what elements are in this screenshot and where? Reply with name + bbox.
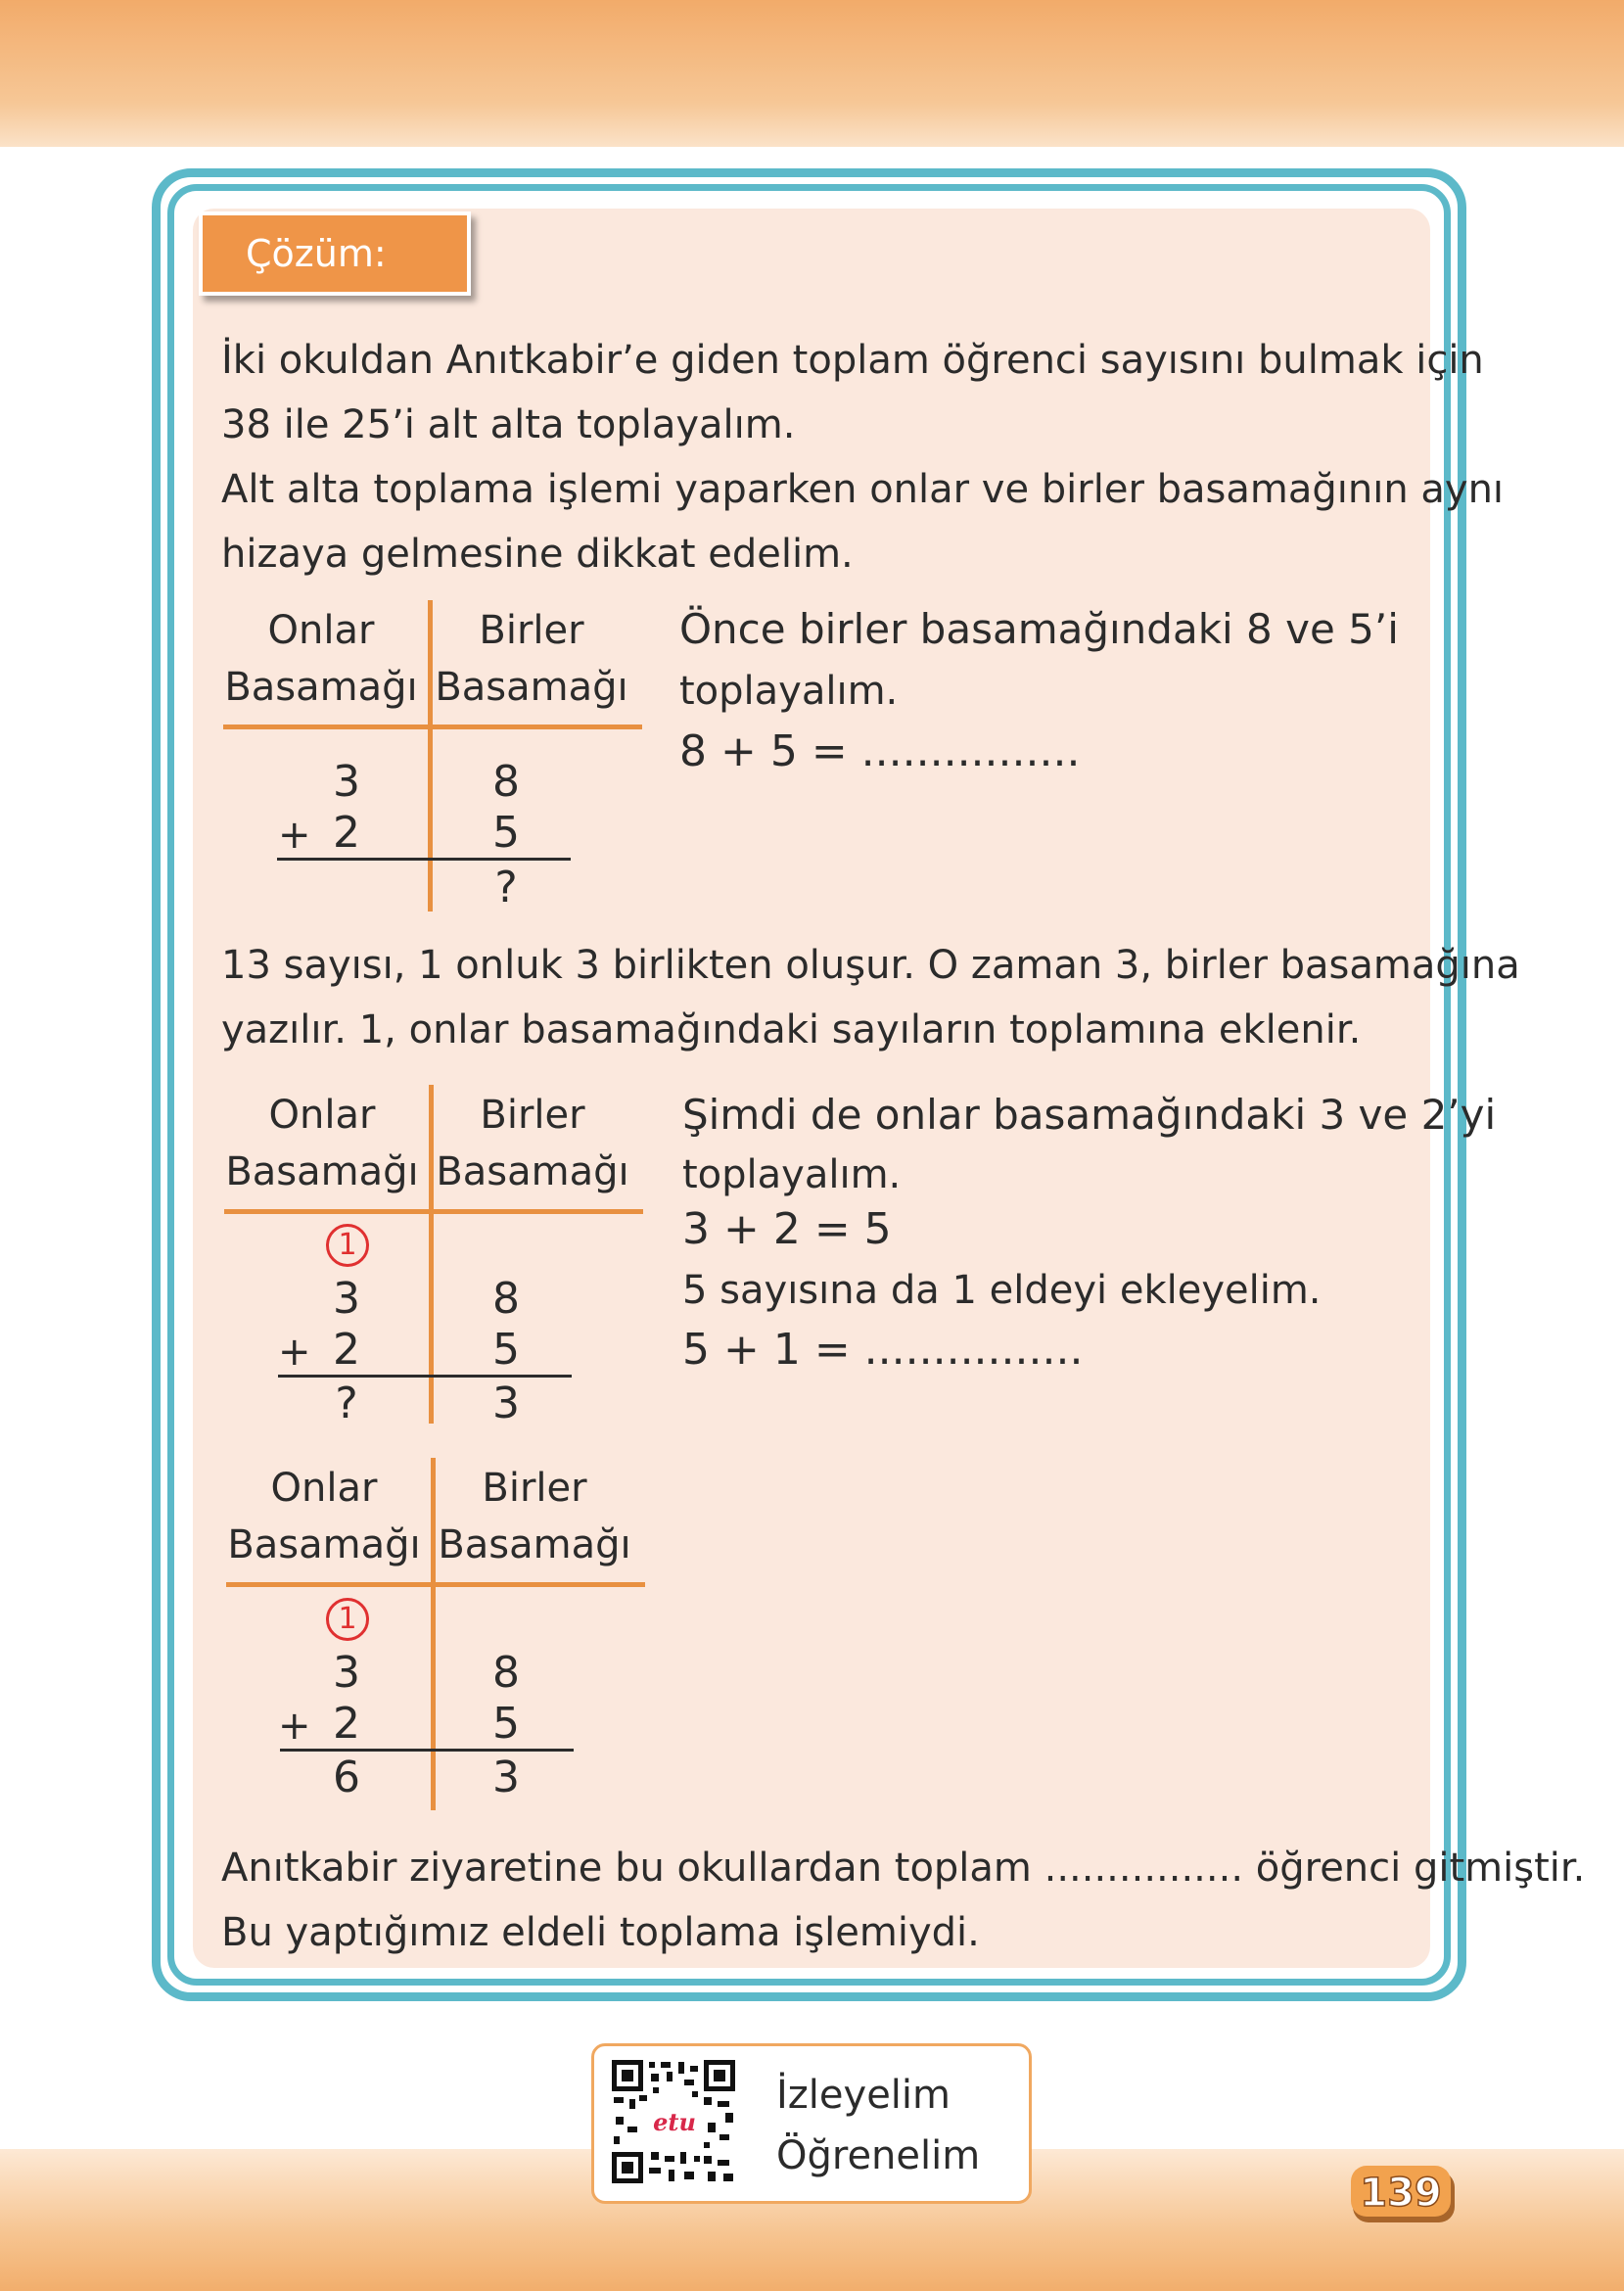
step2-line: toplayalım. (682, 1152, 902, 1197)
addition-table-3 (226, 1458, 657, 1810)
tens-header-line1: Onlar (270, 1466, 378, 1511)
step2-equation: 3 + 2 = 5 (682, 1204, 892, 1254)
tens-header (223, 602, 419, 716)
step1-equation: 8 + 5 = ................ (679, 726, 1081, 776)
ones-header-line1: Birler (479, 608, 584, 653)
tens-digit: 3 (333, 757, 360, 807)
ones-header-line1: Birler (482, 1466, 587, 1511)
step1-line: toplayalım. (679, 669, 899, 714)
middle-line: 13 sayısı, 1 onluk 3 birlikten oluşur. O zaman 3, birler basamağına (221, 943, 1520, 988)
column-divider (429, 1085, 434, 1424)
tens-digit: 2 (333, 1325, 360, 1375)
sum-line (280, 1749, 574, 1752)
tens-header-line2: Basamağı (225, 1149, 419, 1194)
result-tens: 6 (333, 1753, 360, 1802)
tens-digit: 3 (333, 1648, 360, 1698)
qr-label-watch: İzleyelim (776, 2073, 951, 2118)
tens-digit: 3 (333, 1274, 360, 1324)
tens-header (224, 1087, 420, 1200)
tens-digit: 2 (333, 1699, 360, 1749)
header-divider (224, 1209, 643, 1214)
column-divider (428, 600, 433, 912)
carry-circle: 1 (326, 1598, 369, 1641)
intro-line: 38 ile 25’i alt alta toplayalım. (221, 402, 796, 447)
plus-sign: + (278, 1704, 311, 1749)
ones-header (437, 1460, 632, 1573)
intro-line: İki okuldan Anıtkabir’e giden toplam öğrenci sayısını bulmak için (221, 338, 1484, 383)
ones-digit: 8 (492, 1274, 520, 1324)
result-tens: ? (335, 1379, 358, 1428)
ones-digit: 8 (492, 1648, 520, 1698)
tens-header-line2: Basamağı (224, 665, 418, 710)
result-ones: ? (494, 863, 518, 912)
intro-line: Alt alta toplama işlemi yaparken onlar ve birler basamağının aynı (221, 467, 1505, 512)
ones-digit: 5 (492, 1699, 520, 1749)
ones-header-line2: Basamağı (435, 665, 628, 710)
header-divider (223, 725, 642, 729)
sum-line (277, 858, 571, 861)
qr-label-learn: Öğrenelim (776, 2133, 981, 2178)
header-divider (226, 1582, 645, 1587)
tens-header-line1: Onlar (267, 608, 375, 653)
ones-header (435, 1087, 630, 1200)
tens-header-line2: Basamağı (227, 1522, 421, 1567)
addition-table-2 (224, 1085, 655, 1428)
tens-header-line1: Onlar (268, 1093, 376, 1138)
step2-line: Şimdi de onlar basamağındaki 3 ve 2’yi (682, 1091, 1497, 1139)
top-band (0, 0, 1624, 147)
step2-equation: 5 + 1 = ................ (682, 1325, 1084, 1375)
page-number: 139 (1360, 2171, 1442, 2216)
conclusion-line: Anıtkabir ziyaretine bu okullardan toplam ................ öğrenci gitmiştir. (221, 1846, 1586, 1891)
step2-line: 5 sayısına da 1 eldeyi ekleyelim. (682, 1268, 1322, 1313)
column-divider (431, 1458, 436, 1810)
tens-digit: 2 (333, 808, 360, 858)
plus-sign: + (278, 813, 311, 858)
carry-circle: 1 (326, 1224, 369, 1267)
ones-header (434, 602, 629, 716)
ones-header-line2: Basamağı (438, 1522, 631, 1567)
plus-sign: + (278, 1330, 311, 1375)
addition-table-1 (223, 600, 654, 912)
middle-line: yazılır. 1, onlar basamağındaki sayıların toplamına eklenir. (221, 1007, 1362, 1052)
etu-logo: etu (653, 2108, 696, 2136)
ones-digit: 5 (492, 1325, 520, 1375)
solution-label: Çözüm: (199, 211, 471, 296)
result-ones: 3 (492, 1379, 520, 1428)
ones-header-line1: Birler (480, 1093, 585, 1138)
page-number-badge (1349, 2162, 1457, 2226)
conclusion-line: Bu yaptığımız eldeli toplama işlemiydi. (221, 1910, 980, 1955)
intro-line: hizaya gelmesine dikkat edelim. (221, 532, 854, 577)
result-ones: 3 (492, 1753, 520, 1802)
tens-header (226, 1460, 422, 1573)
qr-code-icon[interactable] (610, 2058, 737, 2185)
ones-header-line2: Basamağı (436, 1149, 629, 1194)
ones-digit: 8 (492, 757, 520, 807)
step1-line: Önce birler basamağındaki 8 ve 5’i (679, 605, 1399, 653)
sum-line (278, 1375, 572, 1378)
ones-digit: 5 (492, 808, 520, 858)
